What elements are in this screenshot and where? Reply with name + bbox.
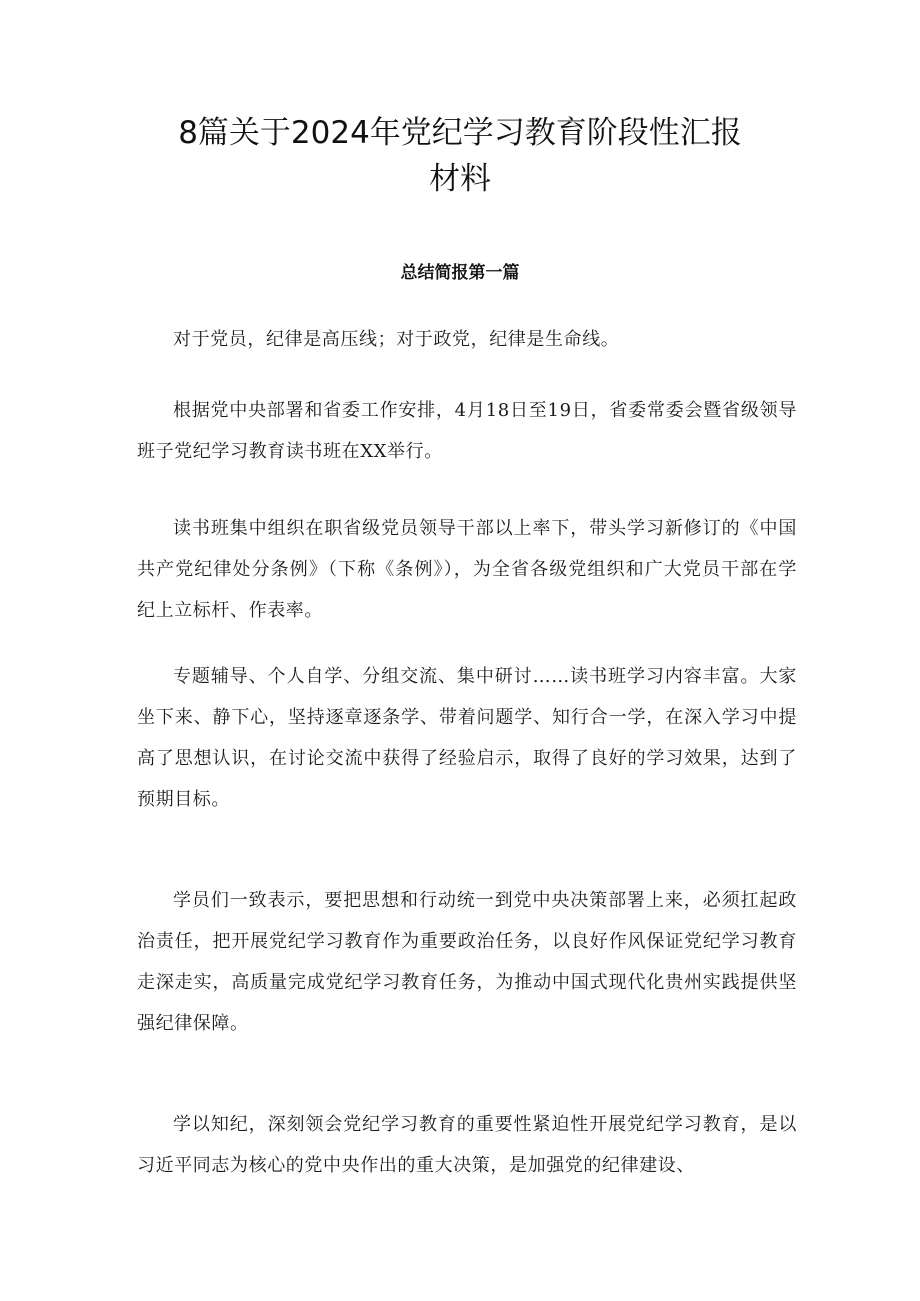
- document-title: [100, 110, 820, 202]
- section-heading: 总结简报第一篇: [400, 263, 520, 283]
- title-line-1: 8篇关于2024年党纪学习教育阶段性汇报: [178, 115, 742, 151]
- paragraph-2: 根据党中央部署和省委工作安排，4月18日至19日，省委常委会暨省级领导班子党纪学习教育读书班在XX举行。: [137, 400, 797, 462]
- title-line-2: 材料: [429, 161, 491, 197]
- paragraph-1: 对于党员，纪律是高压线；对于政党，纪律是生命线。: [173, 329, 620, 350]
- paragraph-3: 读书班集中组织在职省级党员领导干部以上率下，带头学习新修订的《中国共产党纪律处分条例》（下称《条例》），为全省各级党组织和广大党员干部在学纪上立标杆、作表率。: [137, 518, 797, 621]
- paragraph-6: 学以知纪，深刻领会党纪学习教育的重要性紧迫性开展党纪学习教育，是以习近平同志为核心的党中央作出的重大决策，是加强党的纪律建设、: [137, 1114, 797, 1176]
- paragraph-4: 专题辅导、个人自学、分组交流、集中研讨……读书班学习内容丰富。大家坐下来、静下心，坚持逐章逐条学、带着问题学、知行合一学，在深入学习中提高了思想认识，在讨论交流中获得了经验启示，取得了良好的学习效果，达到了预期目标。: [137, 666, 797, 810]
- paragraph-5: 学员们一致表示，要把思想和行动统一到党中央决策部署上来，必须扛起政治责任，把开展党纪学习教育作为重要政治任务，以良好作风保证党纪学习教育走深走实，高质量完成党纪学习教育任务，为推动中国式现代化贵州实践提供坚强纪律保障。: [137, 890, 797, 1034]
